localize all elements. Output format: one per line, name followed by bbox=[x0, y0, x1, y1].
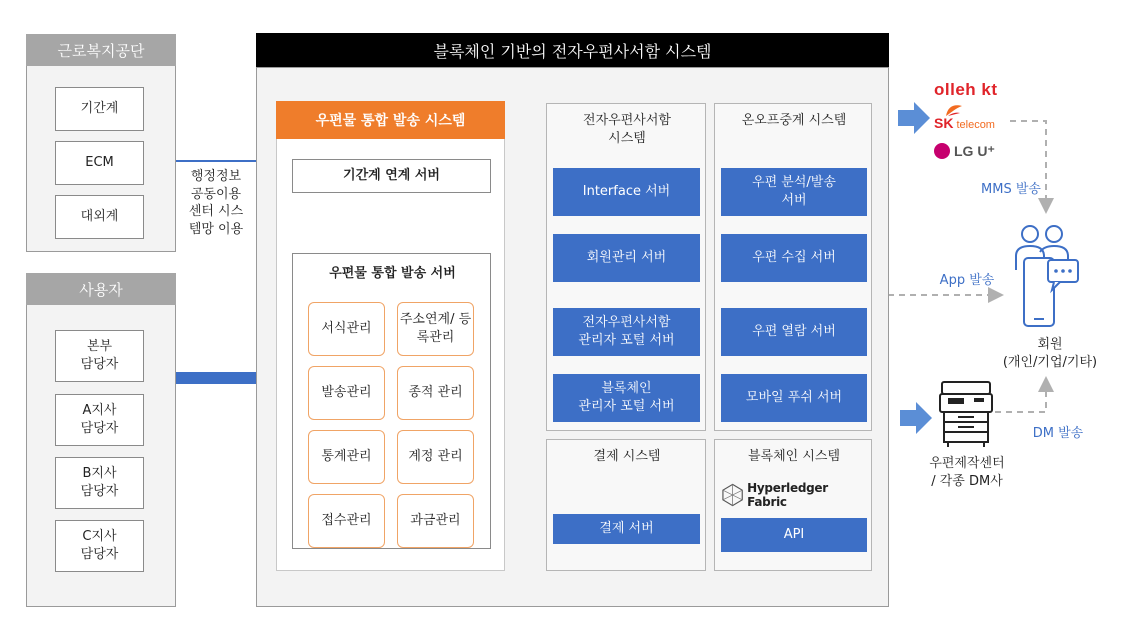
user-item-a: A지사 담당자 bbox=[55, 394, 144, 446]
geunro-item-gigangye: 기간계 bbox=[55, 87, 144, 131]
onoff-system-panel bbox=[714, 103, 872, 431]
hyperledger-icon bbox=[721, 483, 744, 507]
payment-system-title: 결제 시스템 bbox=[593, 449, 661, 464]
geunro-panel bbox=[26, 34, 176, 252]
blockchain-admin-portal-server: 블록체인 관리자 포털 서버 bbox=[553, 374, 700, 422]
onoff-system-title: 온오프중계 시스템 bbox=[741, 113, 847, 128]
payment-server: 결제 서버 bbox=[553, 514, 700, 544]
printer-icon bbox=[938, 380, 994, 448]
kt-logo: olleh kt bbox=[934, 80, 998, 99]
mobile-push-server: 모바일 푸쉬 서버 bbox=[721, 374, 867, 422]
network-note: 행정정보 공동이용 센터 시스 템망 이용 bbox=[188, 169, 244, 237]
link-server-box: 기간계 연계 서버 bbox=[292, 159, 491, 193]
lg-face-icon bbox=[934, 143, 950, 159]
telecom-block-arrow bbox=[898, 102, 930, 134]
dm-center-label: 우편제작센터 / 각종 DM사 bbox=[929, 456, 1005, 489]
blockchain-system-title: 블록체인 시스템 bbox=[747, 449, 841, 464]
lg-logo bbox=[934, 140, 1024, 162]
integrated-server-title: 우편물 통합 발송 서버 bbox=[329, 266, 456, 281]
member-icon bbox=[1010, 222, 1088, 332]
main-title: 블록체인 기반의 전자우편사서함 시스템 bbox=[256, 33, 889, 67]
dm-dashed-line bbox=[995, 378, 1046, 412]
geunro-item-daeoegye: 대외계 bbox=[55, 195, 144, 239]
payment-system-panel bbox=[546, 439, 706, 571]
interface-server: Interface 서버 bbox=[553, 168, 700, 216]
module-reception: 접수관리 bbox=[308, 494, 385, 548]
module-dispatch: 발송관리 bbox=[308, 366, 385, 420]
integrated-server-box bbox=[292, 253, 491, 549]
blockchain-system-panel bbox=[714, 439, 872, 571]
geunro-item-ecm: ECM bbox=[55, 141, 144, 185]
integrated-header: 우편물 통합 발송 시스템 bbox=[276, 101, 505, 139]
lg-logo-text: LG U⁺ bbox=[954, 142, 995, 159]
module-account: 계정 관리 bbox=[397, 430, 474, 484]
member-label: 회원 (개인/기업/기타) bbox=[1002, 337, 1098, 370]
sk-logo bbox=[934, 115, 1024, 133]
sk-logo-main: SK bbox=[934, 115, 954, 131]
app-label: App 발송 bbox=[939, 273, 995, 288]
integrated-system-panel bbox=[276, 101, 505, 571]
api-server: API bbox=[721, 518, 867, 552]
mailbox-system-panel bbox=[546, 103, 706, 431]
sk-logo-sub: telecom bbox=[956, 119, 995, 131]
hyperledger-logo bbox=[721, 482, 867, 508]
user-item-bonbu: 본부 담당자 bbox=[55, 330, 144, 382]
dm-label: DM 발송 bbox=[1032, 426, 1084, 441]
users-panel bbox=[26, 273, 176, 607]
module-form: 서식관리 bbox=[308, 302, 385, 356]
users-header: 사용자 bbox=[26, 273, 176, 305]
collection-server: 우편 수집 서버 bbox=[721, 234, 867, 282]
user-item-b: B지사 담당자 bbox=[55, 457, 144, 509]
geunro-header: 근로복지공단 bbox=[26, 34, 176, 66]
mms-label: MMS 발송 bbox=[981, 182, 1041, 197]
module-address: 주소연계/ 등 록관리 bbox=[397, 302, 474, 356]
member-server: 회원관리 서버 bbox=[553, 234, 700, 282]
mailbox-system-title: 전자우편사서함 시스템 bbox=[583, 113, 671, 146]
module-statistics: 통계관리 bbox=[308, 430, 385, 484]
dm-block-arrow bbox=[900, 402, 932, 434]
mailbox-admin-portal-server: 전자우편사서함 관리자 포털 서버 bbox=[553, 308, 700, 356]
module-billing: 과금관리 bbox=[397, 494, 474, 548]
module-tracking: 종적 관리 bbox=[397, 366, 474, 420]
user-item-c: C지사 담당자 bbox=[55, 520, 144, 572]
viewing-server: 우편 열람 서버 bbox=[721, 308, 867, 356]
analysis-dispatch-server: 우편 분석/발송 서버 bbox=[721, 168, 867, 216]
hyperledger-text: Hyperledger Fabric bbox=[747, 481, 828, 509]
